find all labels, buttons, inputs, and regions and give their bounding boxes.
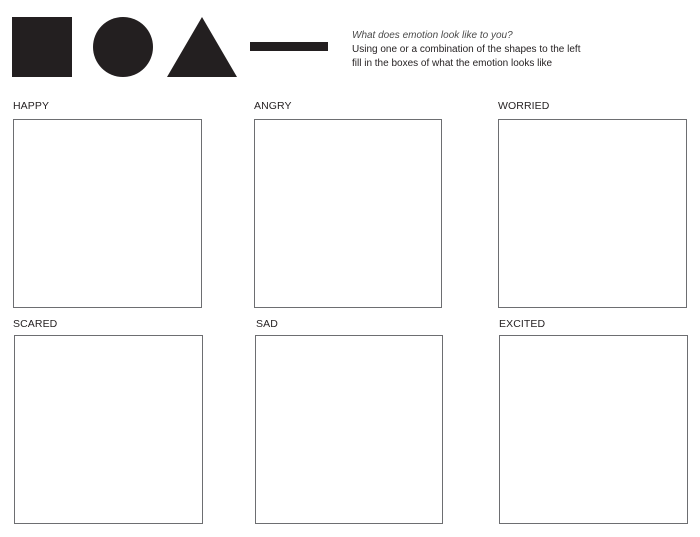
instructions: [352, 29, 692, 71]
emotion-label-worried: WORRIED: [498, 100, 550, 112]
circle-icon: [93, 17, 153, 77]
triangle-icon: [167, 17, 237, 77]
emotion-label-scared: SCARED: [13, 318, 58, 330]
instruction-line-2: fill in the boxes of what the emotion looks like: [352, 58, 553, 69]
emotion-box-sad[interactable]: [255, 335, 443, 524]
square-icon: [12, 17, 72, 77]
emotion-box-angry[interactable]: [254, 119, 442, 308]
emotion-box-worried[interactable]: [498, 119, 687, 308]
line-icon: [250, 42, 328, 51]
emotion-label-sad: SAD: [256, 318, 278, 330]
instruction-question: What does emotion look like to you?: [352, 30, 513, 41]
emotion-box-happy[interactable]: [13, 119, 202, 308]
emotion-label-excited: EXCITED: [499, 318, 546, 330]
emotion-label-angry: ANGRY: [254, 100, 292, 112]
instruction-line-1: Using one or a combination of the shapes to the left: [352, 44, 581, 55]
emotion-box-excited[interactable]: [499, 335, 688, 524]
emotion-box-scared[interactable]: [14, 335, 203, 524]
emotion-label-happy: HAPPY: [13, 100, 50, 112]
